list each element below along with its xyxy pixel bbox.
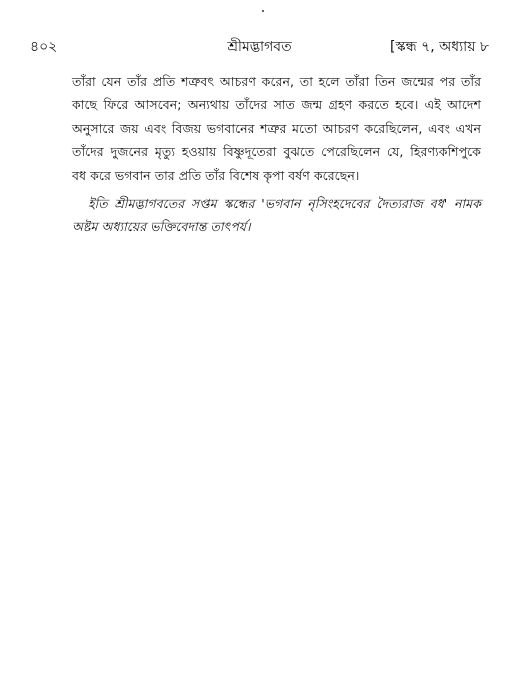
colophon-line: অষ্টম অধ্যায়ের ভক্তিবেদান্ত তাৎপর্য। [72, 219, 251, 235]
colophon-line: ইতি শ্রীমদ্ভাগবতের সপ্তম স্কন্ধের 'ভগবান নৃসিংহদেবের দৈত্যরাজ বধ' নামক [88, 196, 481, 211]
running-title: শ্রীমদ্ভাগবত [227, 39, 292, 55]
paragraph-line: তাঁদের দুজনের মৃত্যু হওয়ায় বিষ্ণুদূতেরা বুঝতে পেরেছিলেন যে, হিরণ্যকশিপুকে [72, 144, 481, 160]
paragraph-line: অনুসারে জয় এবং বিজয় ভগবানের শত্রুর মতো আচরণ করেছিলেন, এবং এখন [72, 120, 481, 136]
paragraph-line: তাঁরা যেন তাঁর প্রতি শত্রুবৎ আচরণ করেন, তা হলে তাঁরা তিন জন্মের পর তাঁর [72, 74, 481, 89]
page-header [30, 36, 489, 58]
section-reference: [স্কন্ধ ৭, অধ্যায় ৮ [390, 39, 489, 55]
print-speck [262, 10, 264, 12]
page-number: ৪০২ [30, 39, 58, 55]
paragraph-line: কাছে ফিরে আসবেন; অন্যথায় তাঁদের সাত জন্ম গ্রহণ করতে হবে। এই আদেশ [72, 97, 481, 113]
purport-paragraph [72, 70, 481, 187]
chapter-colophon [72, 192, 481, 239]
paragraph-line: বধ করে ভগবান তার প্রতি তাঁর বিশেষ কৃপা বর্ষণ করেছেন। [72, 167, 360, 183]
